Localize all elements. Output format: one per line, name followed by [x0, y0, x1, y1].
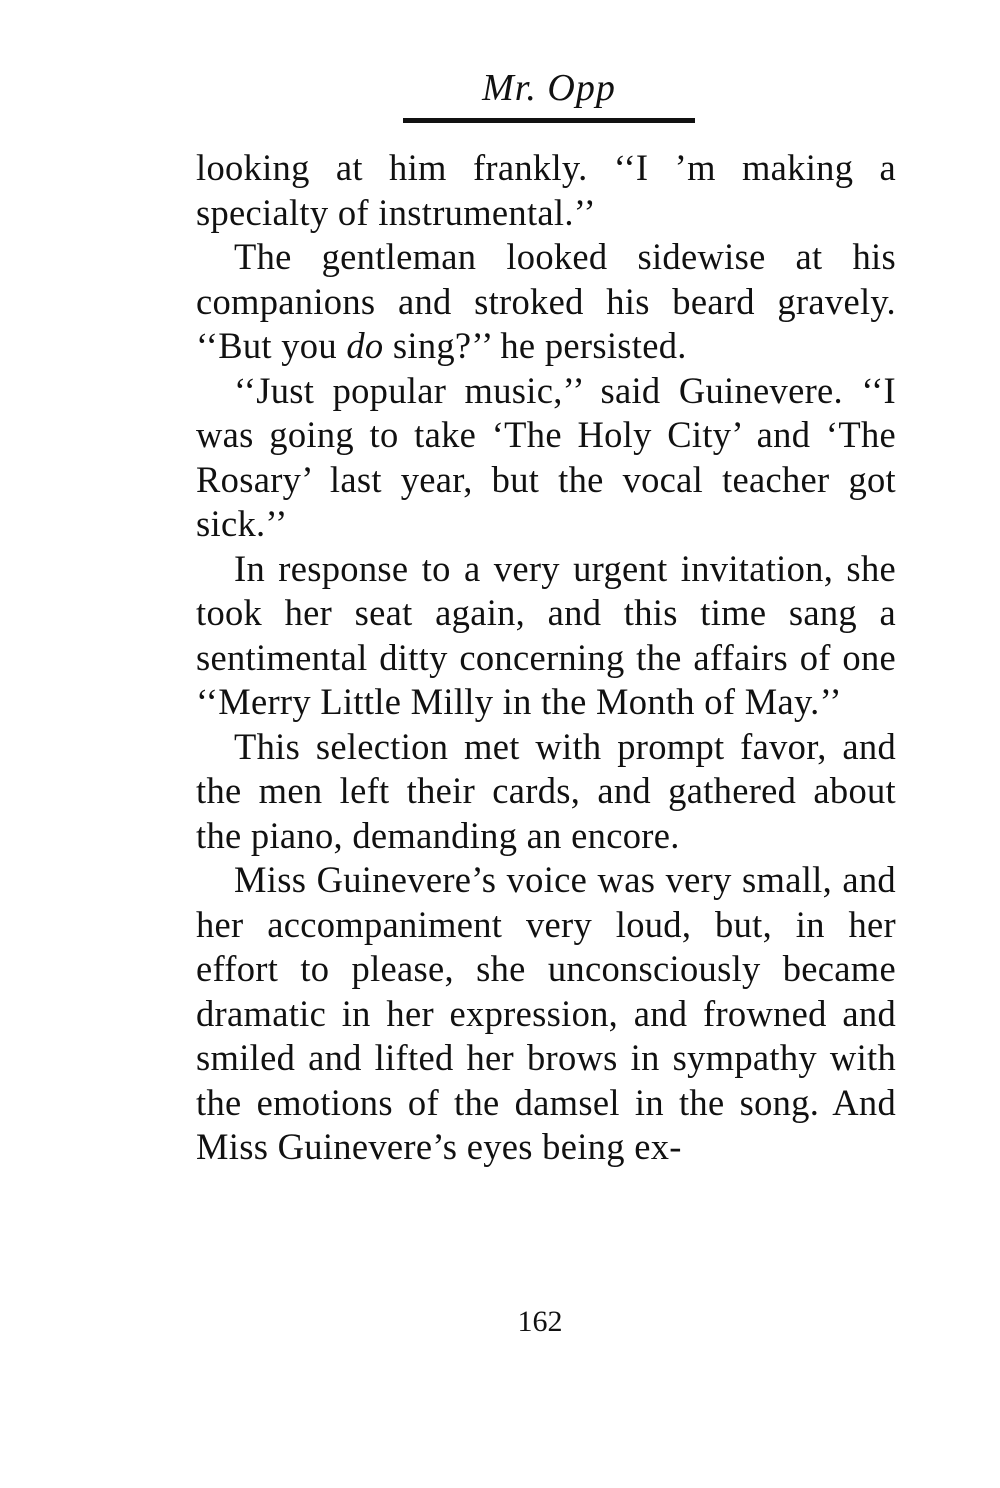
paragraph-text: Miss Guinevere’s voice was very small, and her accompaniment very loud, but, in her effort to please, she unconsciously became dramatic in her expression, and frowned and smiled and lifted her brows in sympathy with the emotions of the damsel in the song. And Miss Guinevere’s eyes being ex- [196, 859, 896, 1167]
paragraph-text: looking at him frankly. ‘‘I ’m making a specialty of instrumental.’’ [196, 147, 896, 233]
emphasis-text: do [346, 325, 384, 366]
paragraph-text: sing?’’ he persisted. [383, 325, 687, 366]
paragraph-text: The gentleman looked sidewise at his companions and stroked his beard gravely. ‘‘But you [196, 236, 896, 366]
paragraph [196, 858, 896, 1170]
paragraph [196, 725, 896, 859]
paragraph-text: This selection met with prompt favor, and the men left their cards, and gathered about the piano, demanding an encore. [196, 725, 896, 856]
paragraph [196, 369, 896, 547]
header-rule [403, 118, 695, 123]
paragraph-text: ‘‘Just popular music,’’ said Guinevere. ‘‘I was going to take ‘The Holy City’ and ‘The Rosary’ last year, but the vocal teacher got sick.’’ [196, 369, 896, 544]
body-text [196, 146, 896, 1170]
running-head: Mr. Opp [482, 67, 616, 109]
paragraph [196, 235, 896, 369]
page-number: 162 [517, 1305, 563, 1338]
paragraph [196, 547, 896, 725]
paragraph-text: In response to a very urgent invitation, she took her seat again, and this time sang a sentimental ditty concerning the affairs of one ‘‘Merry Little Milly in the Month of May.’’ [196, 547, 896, 722]
paragraph [196, 146, 896, 235]
